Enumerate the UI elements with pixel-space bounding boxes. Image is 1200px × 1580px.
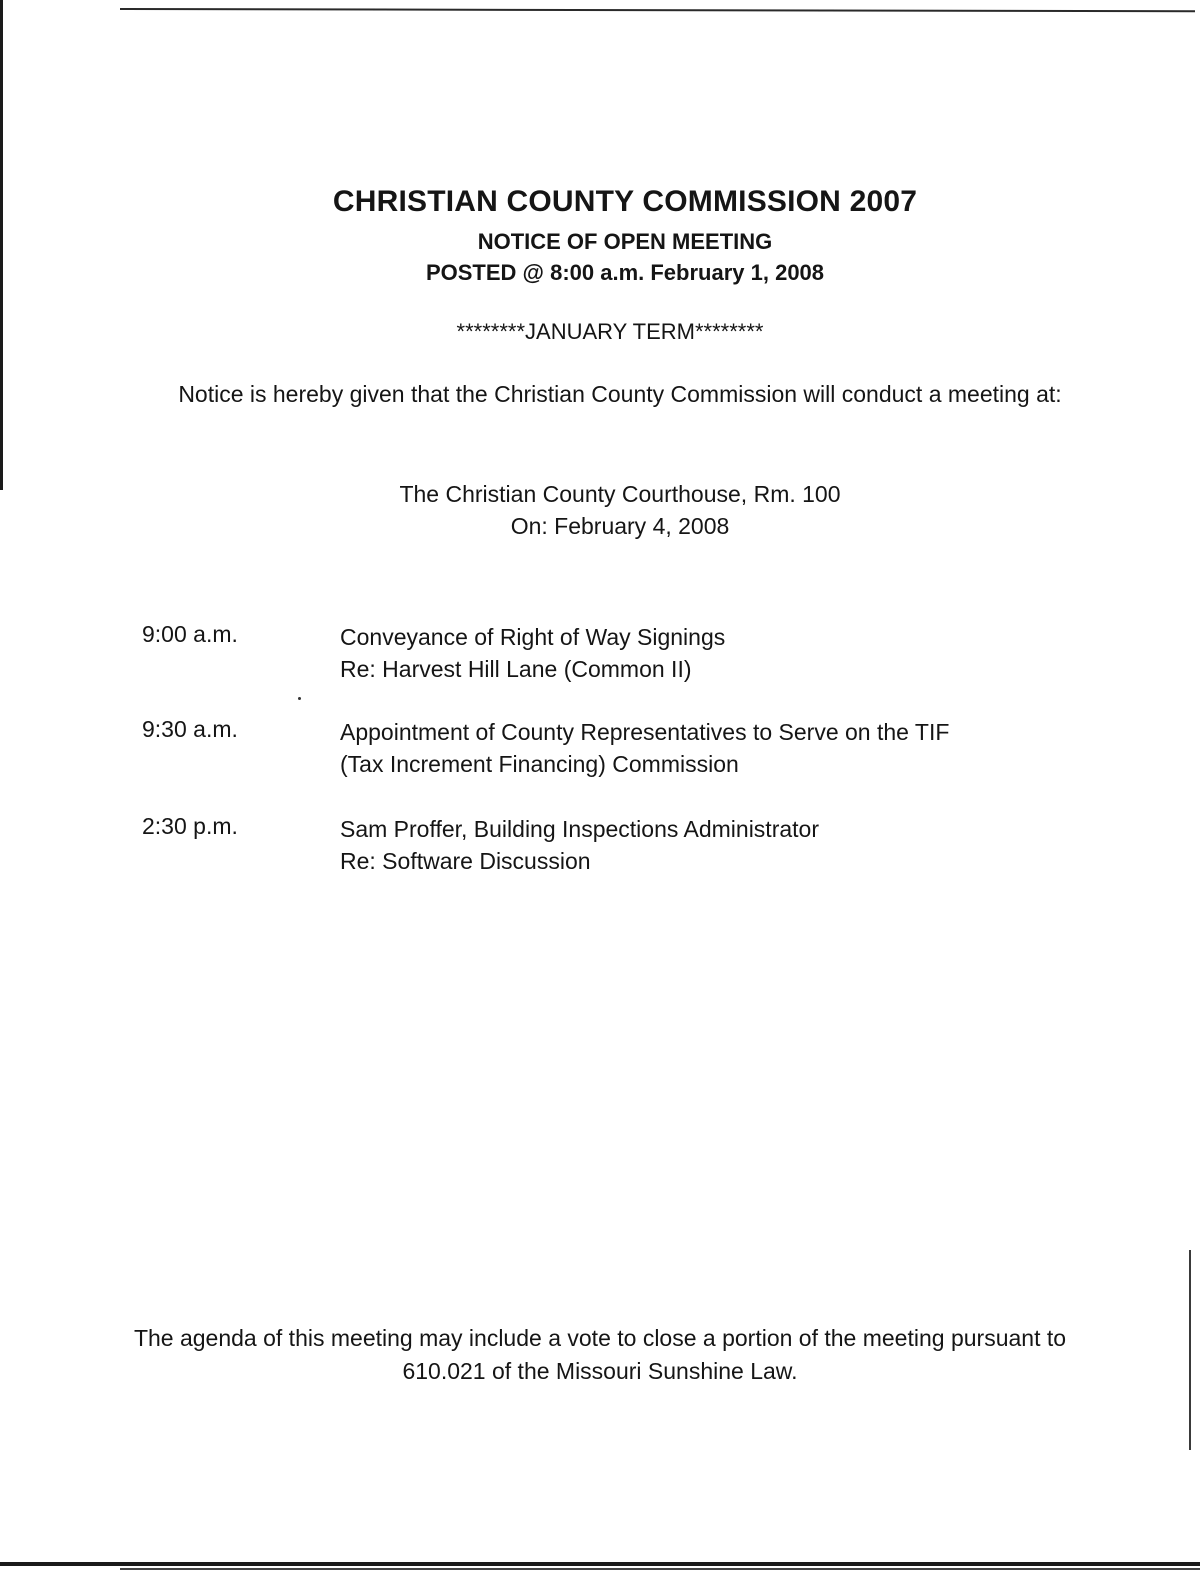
agenda-line: Re: Software Discussion [340,848,591,874]
scan-border-top [120,8,1195,12]
scan-border-bottom-inner [120,1568,1200,1570]
term-banner: ********JANUARY TERM******** [456,319,764,344]
notice-paragraph: Notice is hereby given that the Christian County Commission will conduct a meeting at: [178,381,1062,407]
agenda-time: 2:30 p.m. [142,813,238,839]
document-subtitle: NOTICE OF OPEN MEETING [477,229,773,254]
document-title: CHRISTIAN COUNTY COMMISSION 2007 [332,185,918,218]
scan-border-right [1189,1250,1191,1450]
posted-line: POSTED @ 8:00 a.m. February 1, 2008 [425,260,825,285]
scan-speck [298,697,301,700]
footer-disclaimer: The agenda of this meeting may include a vote to close a portion of the meeting pursuant to 610.021 of the Missouri Sunshine Law. [133,1325,1067,1384]
scan-border-bottom [0,1562,1200,1566]
scan-border-left [0,0,3,490]
agenda-line: Re: Harvest Hill Lane (Common II) [340,656,692,682]
agenda-line: Appointment of County Representatives to Serve on the TIF [340,719,950,745]
location-place: The Christian County Courthouse, Rm. 100 [399,481,841,507]
agenda-description [340,813,1100,877]
agenda-line: (Tax Increment Financing) Commission [340,751,739,777]
agenda-description [340,716,1100,780]
agenda-line: Conveyance of Right of Way Signings [340,624,726,650]
agenda-description [340,621,1100,685]
agenda-time: 9:00 a.m. [142,621,238,647]
location-date: On: February 4, 2008 [510,513,730,539]
agenda-time: 9:30 a.m. [142,716,238,742]
meeting-location [180,478,1060,542]
agenda-line: Sam Proffer, Building Inspections Administrator [340,816,819,842]
